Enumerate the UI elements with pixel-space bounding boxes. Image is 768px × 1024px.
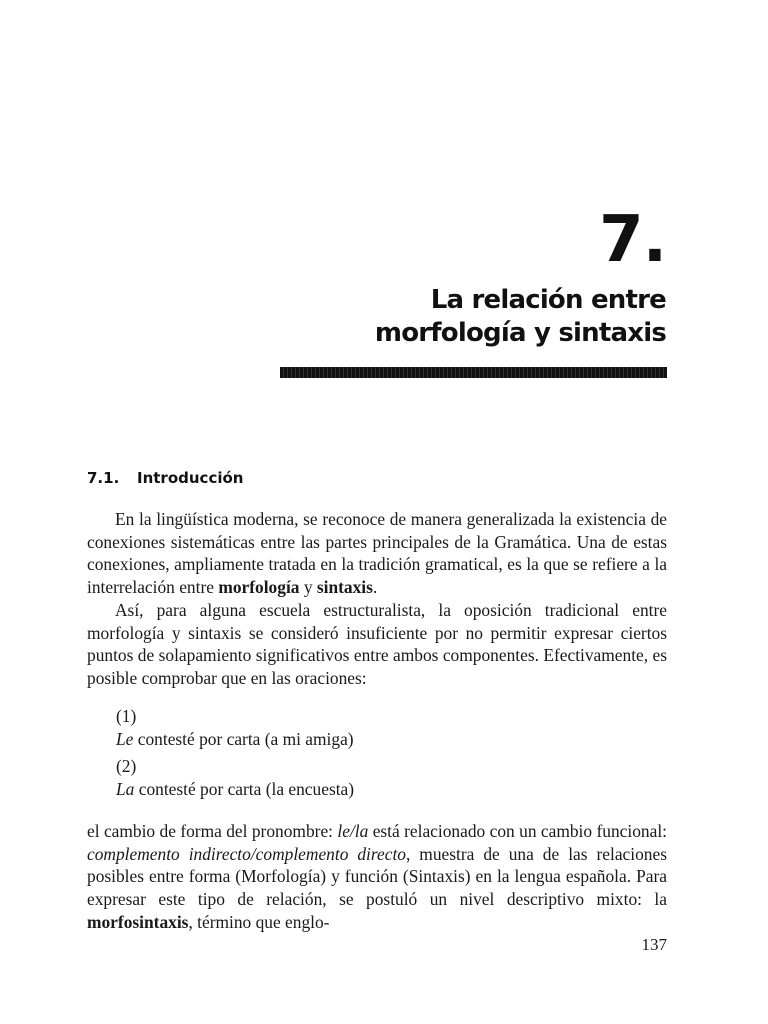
section-heading [87,467,243,489]
chapter-divider-rule [280,367,667,378]
paragraph-1-text-a: En la lingüística moderna, se reconoce de manera generalizada la existencia de conexiones sistemáticas entre las partes principales de la Gramática. Una de estas conexiones, ampliamente tratada en la tradición gramatical, es la que se refiere a la interrelación entre [87,509,667,598]
chapter-title-line-2: morfología y sintaxis [374,318,666,348]
paragraph-3 [87,820,667,934]
example-2-sentence [116,778,566,801]
example-2-rest: contesté por carta (la encuesta) [134,779,355,800]
example-list [116,705,566,806]
example-2-pronoun: La [116,779,135,800]
paragraph-1-text-c: y [299,577,317,598]
section-title: Introducción [137,469,244,487]
paragraph-1-text-e: . [372,577,378,598]
chapter-title-line-1: La relación entre [430,285,666,315]
paragraph-3-text-e: , muestra de una de las relaciones posibles entre forma (Morfología) y función (Sintaxis) en la lengua española. Para expresar este tipo de relación, se postuló un nivel descriptivo mixto: la [87,843,667,910]
body-text-continued [87,820,667,934]
body-text-intro [87,508,667,690]
paragraph-3-text-a: el cambio de forma del pronombre: [87,821,338,841]
paragraph-1 [87,508,667,599]
paragraph-2: Así, para alguna escuela estructuralista, la oposición tradicional entre morfología y sintaxis se consideró insuficiente por no permitir expresar ciertos puntos de solapamiento significativos entre ambos componentes. Efectivamente, es posible comprobar que en las oraciones: [87,599,667,688]
paragraph-3-text-g: , término que englo- [188,911,330,932]
chapter-number: 7. [599,203,666,277]
example-1-rest: contesté por carta (a mi amiga) [133,728,354,749]
term-sintaxis: sintaxis [316,577,373,598]
chapter-title [266,284,666,350]
example-1-number: (1) [116,706,137,726]
paragraph-3-italic-complemento: complemento indirecto/complemento directo [87,843,406,864]
page-number: 137 [641,935,667,954]
section-number: 7.1. [87,469,120,487]
example-2-number: (2) [116,756,137,777]
paragraph-3-text-c: está relacionado con un cambio funcional: [368,821,667,841]
example-1-pronoun: Le [116,728,134,749]
paragraph-3-italic-le-la: le/la [337,821,369,841]
term-morfologia: morfología [218,577,300,598]
example-1-sentence [116,728,566,751]
term-morfosintaxis: morfosintaxis [87,911,189,932]
